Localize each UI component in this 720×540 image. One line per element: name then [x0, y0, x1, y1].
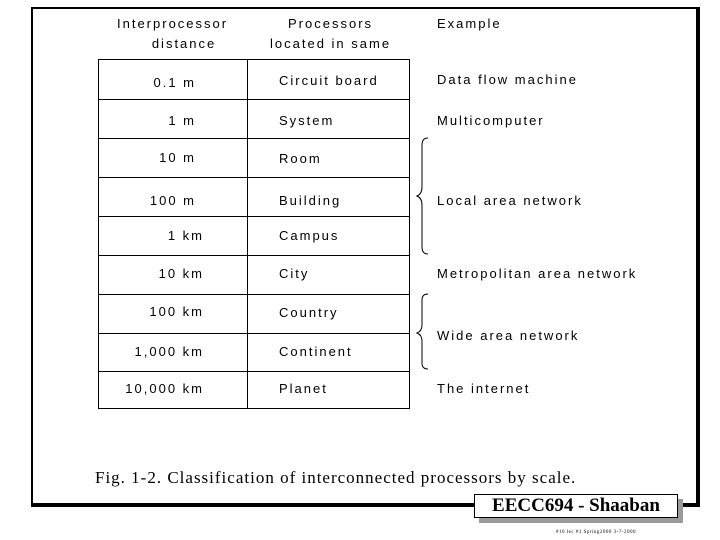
table-cell-distance: 100 km: [149, 304, 204, 319]
header-distance: [117, 14, 228, 54]
table-row-divider: [99, 177, 409, 178]
table-cell-distance: 100 m: [149, 193, 196, 208]
table-cell-distance: 10 km: [158, 266, 204, 281]
header-distance-line2: distance: [151, 36, 217, 51]
table-cell-location: Room: [279, 151, 322, 166]
footer-note: #10 lec #1 Spring2000 3-7-2000: [556, 530, 636, 535]
table-row-divider: [99, 255, 409, 256]
table-cell-location: System: [279, 113, 335, 128]
table-row-divider: [99, 138, 409, 139]
table-cell-location: Country: [279, 305, 339, 320]
table-row-divider: [99, 99, 409, 100]
course-badge: [474, 494, 686, 524]
table-cell-distance: 1 m: [168, 113, 196, 128]
example-multicomputer: Multicomputer: [437, 113, 545, 128]
header-example: Example: [437, 16, 502, 31]
brace-wan: [416, 293, 438, 371]
example-wan: Wide area network: [437, 328, 580, 343]
example-man: Metropolitan area network: [437, 266, 638, 281]
header-located-line1: Processors: [288, 16, 374, 31]
table-column-divider: [247, 60, 248, 408]
header-located-line2: located in same: [270, 36, 392, 51]
table-cell-location: Building: [279, 193, 342, 208]
example-data-flow: Data flow machine: [437, 72, 578, 87]
table-row-divider: [99, 333, 409, 334]
table-cell-distance: 10 m: [159, 150, 196, 165]
table-cell-location: Planet: [279, 381, 328, 396]
table-cell-location: Campus: [279, 228, 340, 243]
figure-caption: Fig. 1-2. Classification of interconnected processors by scale.: [95, 468, 577, 487]
example-lan: Local area network: [437, 193, 583, 208]
table-cell-location: City: [279, 266, 310, 281]
table-cell-location: Continent: [279, 344, 353, 359]
table-cell-distance: 0.1 m: [153, 75, 196, 90]
example-internet: The internet: [437, 381, 531, 396]
brace-lan: [416, 137, 438, 255]
header-located: [270, 14, 391, 54]
table-cell-distance: 1,000 km: [134, 344, 204, 359]
table-cell-distance: 1 km: [167, 228, 204, 243]
table-row-divider: [99, 371, 409, 372]
table-cell-distance: 10,000 km: [125, 381, 204, 396]
header-distance-line1: Interprocessor: [117, 16, 229, 31]
badge-label: EECC694 - Shaaban: [474, 494, 678, 518]
table-row-divider: [99, 294, 409, 295]
table-cell-location: Circuit board: [279, 73, 379, 88]
table-row-divider: [99, 216, 409, 217]
